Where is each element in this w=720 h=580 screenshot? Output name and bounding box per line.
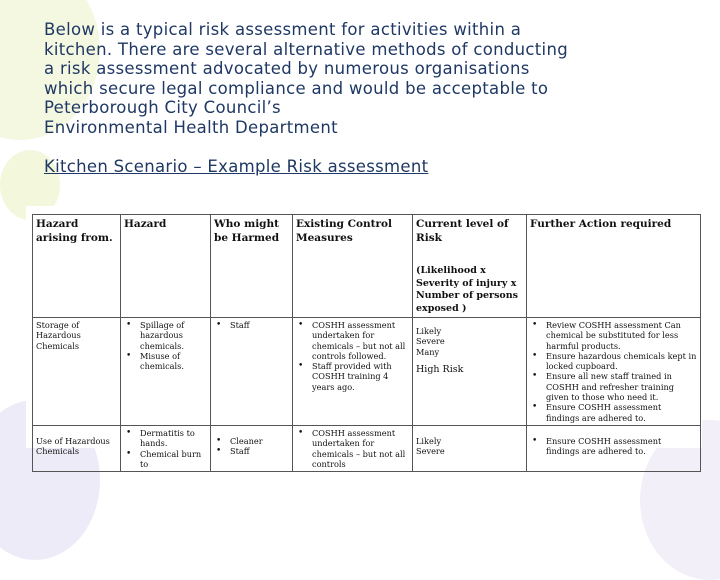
table-row	[33, 318, 701, 426]
list-item: • Staff provided with COSHH training 4 years ago.	[296, 361, 409, 392]
header-existing-controls: Existing Control Measures	[293, 215, 413, 318]
risk-likelihood: Likely	[416, 326, 442, 336]
intro-line: Peterborough City Council’s	[44, 98, 281, 118]
list-item: • Staff	[214, 320, 289, 330]
risk-severity: Severe	[416, 446, 445, 457]
cell-arising: Storage of Hazardous Chemicals	[33, 318, 121, 426]
cell-arising: Use of Hazardous Chemicals	[33, 425, 121, 471]
intro-line: Below is a typical risk assessment for activities within a	[44, 20, 522, 39]
header-hazard-arising: Hazard arising from.	[33, 215, 121, 318]
list-item: • Misuse of chemicals.	[124, 351, 207, 372]
list-item: • COSHH assessment undertaken for chemicals – but not all controls	[296, 428, 409, 469]
intro-line: Environmental Health Department	[44, 117, 338, 137]
list-item: • Ensure all new staff trained in COSHH and refresher training given to those who need it.	[530, 371, 697, 402]
table-header-row	[33, 215, 701, 318]
risk-level: High Risk	[416, 363, 464, 375]
intro-line: which secure legal compliance and would be acceptable to	[44, 78, 549, 98]
cell-hazards	[121, 425, 211, 471]
list-item: • Ensure hazardous chemicals kept in locked cupboard.	[530, 351, 697, 372]
list-item: • COSHH assessment undertaken for chemicals – but not all controls followed.	[296, 320, 409, 361]
header-current-risk-label: Current level of Risk	[416, 218, 509, 244]
intro-line: a risk assessment advocated by numerous organisations	[44, 59, 530, 79]
cell-controls	[293, 318, 413, 426]
list-item: • Ensure COSHH assessment findings are adhered to.	[530, 436, 697, 457]
cell-actions	[527, 425, 701, 471]
cell-risk	[413, 425, 527, 471]
list-item: • Dermatitis to hands.	[124, 428, 207, 449]
table-row	[33, 425, 701, 471]
cell-controls	[293, 425, 413, 471]
header-hazard: Hazard	[121, 215, 211, 318]
cell-actions	[527, 318, 701, 426]
list-item: • Spillage of hazardous chemicals.	[124, 320, 207, 351]
risk-likelihood: Likely	[416, 435, 442, 446]
intro-line: kitchen. There are several alternative methods of conducting	[44, 39, 568, 59]
header-further-action: Further Action required	[527, 215, 701, 318]
list-item: • Staff	[214, 446, 289, 456]
list-item: • Ensure COSHH assessment findings are adhered to.	[530, 402, 697, 423]
list-item: • Review COSHH assessment Can chemical be substituted for less harmful products.	[530, 320, 697, 351]
list-item: • Chemical burn to	[124, 449, 207, 470]
header-current-risk-note: (Likelihood x Severity of injury x Number of persons exposed )	[416, 265, 519, 314]
page-subheading: Kitchen Scenario – Example Risk assessment	[44, 157, 429, 176]
cell-who	[211, 425, 293, 471]
intro-paragraph	[44, 20, 704, 138]
cell-hazards	[121, 318, 211, 426]
cell-who	[211, 318, 293, 426]
list-item: • Cleaner	[214, 436, 289, 446]
header-current-risk	[413, 215, 527, 318]
cell-risk	[413, 318, 527, 426]
risk-severity: Severe	[416, 336, 445, 347]
risk-exposure: Many	[416, 346, 440, 357]
risk-assessment-table	[32, 214, 701, 472]
header-who-harmed: Who might be Harmed	[211, 215, 293, 318]
